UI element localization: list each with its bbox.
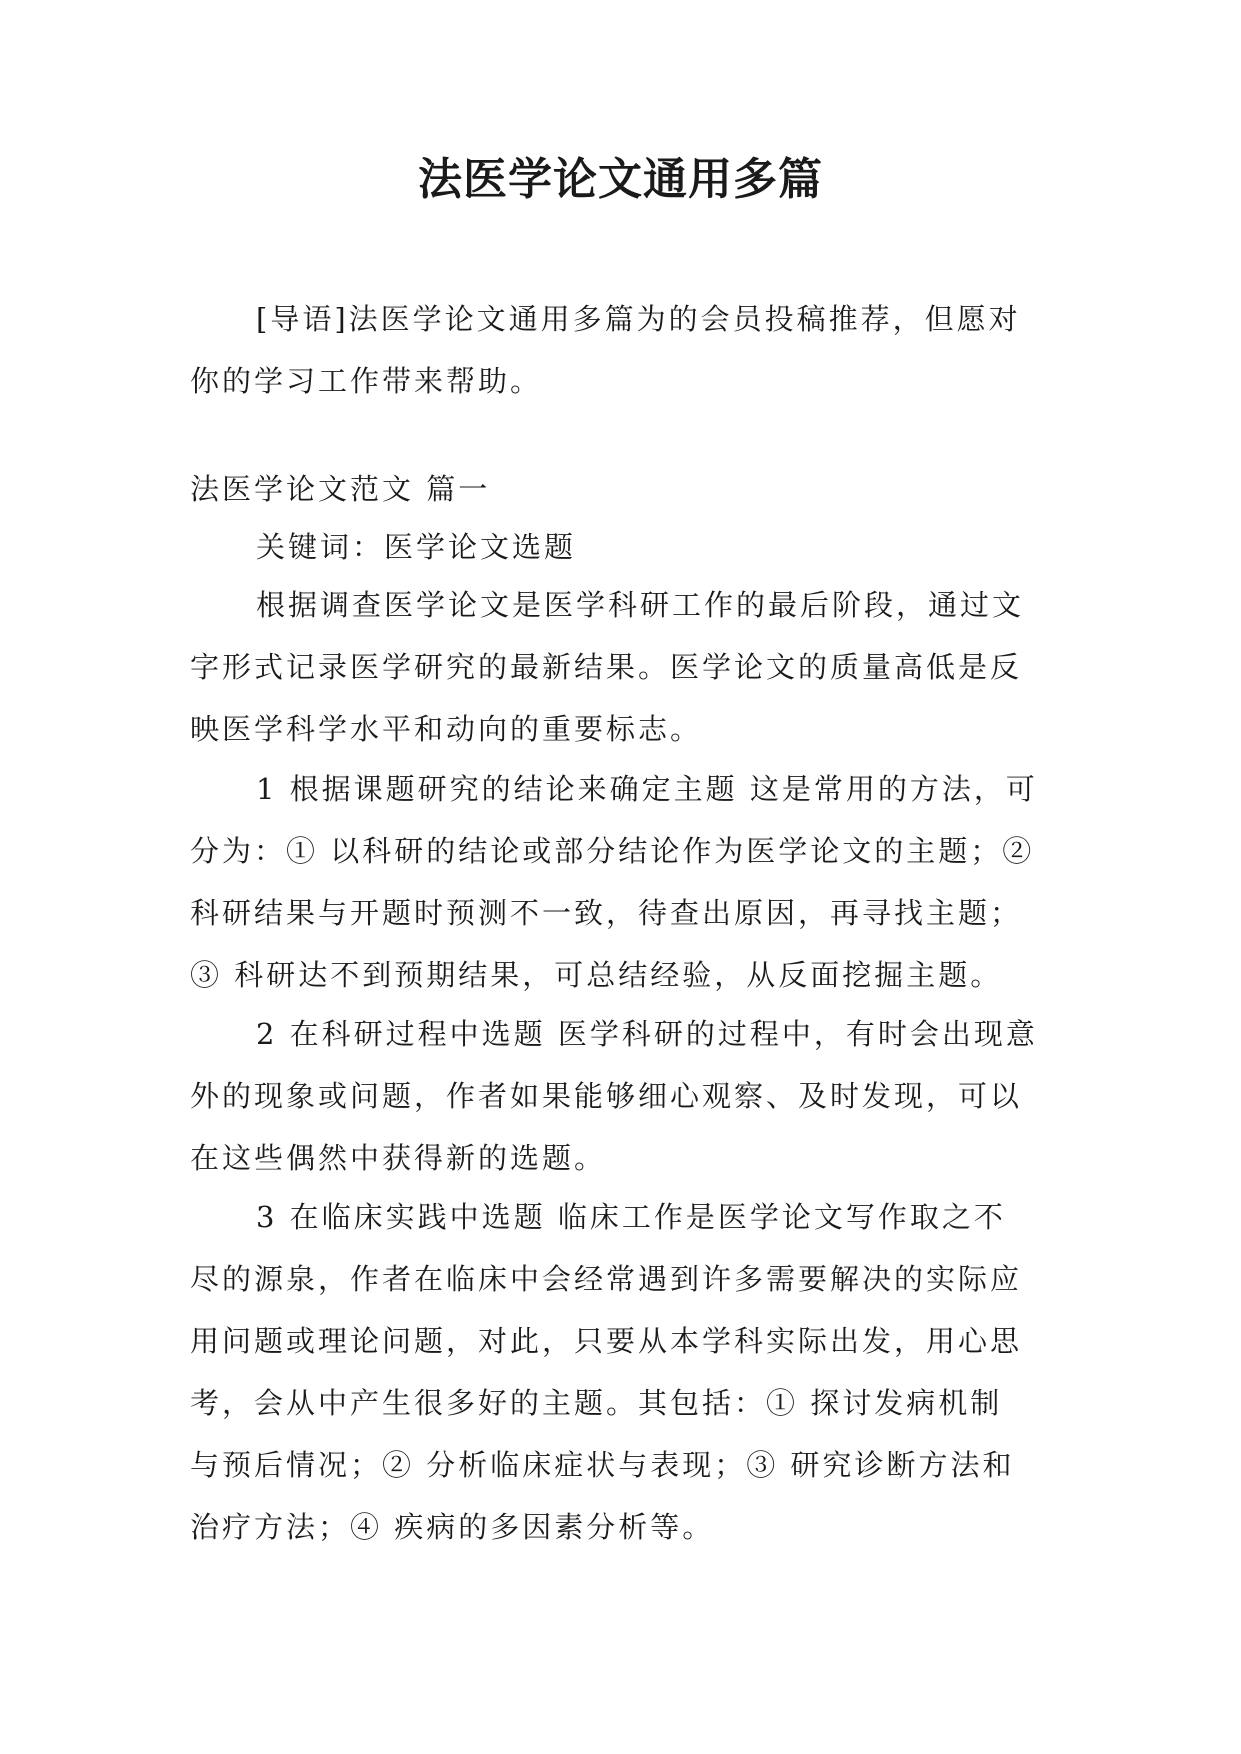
paragraph-line: 字形式记录医学研究的最新结果。医学论文的质量高低是反 [190,650,1023,684]
paragraph-line: 1 根据课题研究的结论来确定主题 这是常用的方法，可 [256,772,1038,806]
paragraph-line: 在这些偶然中获得新的选题。 [190,1141,607,1175]
paragraph-4 [190,1186,1050,1558]
paragraph-line: 科研结果与开题时预测不一致，待查出原因，再寻找主题； [190,896,1023,930]
paragraph-3 [190,1003,1050,1189]
paragraph-line: 与预后情况；② 分析临床症状与表现；③ 研究诊断方法和 [190,1448,1015,1482]
paragraph-line: 2 在科研过程中选题 医学科研的过程中，有时会出现意 [256,1017,1038,1051]
paragraph-line: 映医学科学水平和动向的重要标志。 [190,712,703,746]
paragraph-1 [190,574,1050,760]
keywords-text: 关键词：医学论文选题 [256,530,577,564]
paragraph-line: 3 在临床实践中选题 临床工作是医学论文写作取之不 [256,1200,1006,1234]
keywords-line [190,516,1050,578]
section-heading-text: 法医学论文范文 篇一 [190,472,491,506]
paragraph-line: 分为：① 以科研的结论或部分结论作为医学论文的主题；② [190,834,1035,868]
paragraph-2 [190,758,1050,1006]
intro-line: 你的学习工作带来帮助。 [190,364,543,398]
paragraph-line: 外的现象或问题，作者如果能够细心观察、及时发现，可以 [190,1079,1023,1113]
section-heading [190,458,1050,520]
document-title: 法医学论文通用多篇 [418,154,823,205]
paragraph-line: 尽的源泉，作者在临床中会经常遇到许多需要解决的实际应 [190,1262,1023,1296]
paragraph-line: 考，会从中产生很多好的主题。其包括：① 探讨发病机制 [190,1386,1003,1420]
paragraph-line: 根据调查医学论文是医学科研工作的最后阶段，通过文 [256,588,1025,622]
intro-line: [导语]法医学论文通用多篇为的会员投稿推荐，但愿对 [256,302,1021,336]
intro-paragraph [190,288,1050,412]
paragraph-line: 用问题或理论问题，对此，只要从本学科实际出发，用心思 [190,1324,1023,1358]
paragraph-line: 治疗方法；④ 疾病的多因素分析等。 [190,1510,715,1544]
paragraph-line: ③ 科研达不到预期结果，可总结经验，从反面挖掘主题。 [190,958,1003,992]
